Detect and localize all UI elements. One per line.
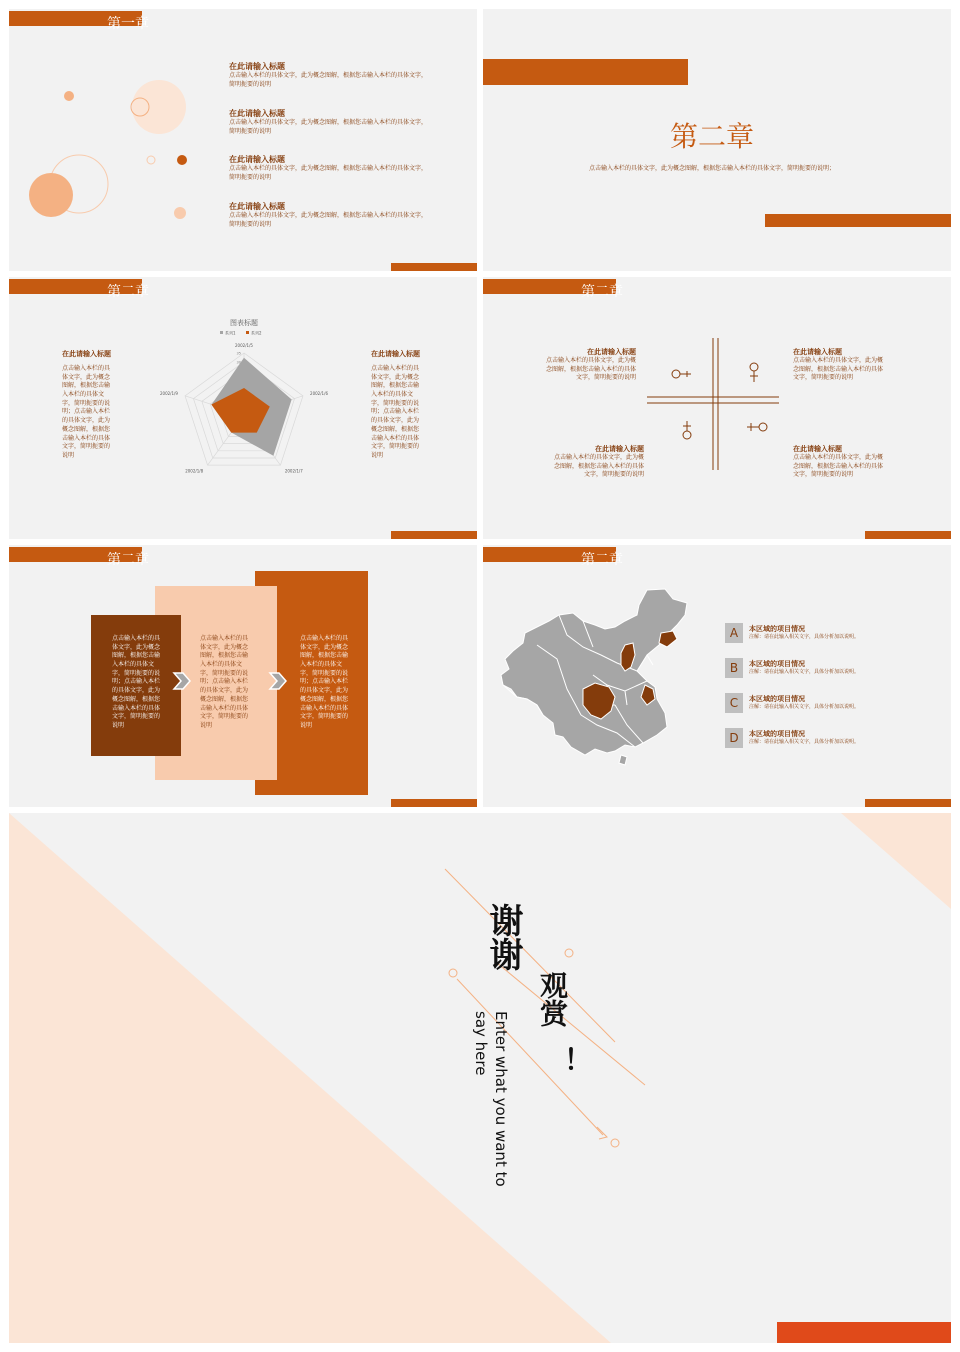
chapter-label: 第二章 bbox=[581, 284, 623, 300]
slide1-item-4 bbox=[229, 201, 429, 229]
legend-item-a bbox=[725, 623, 935, 647]
item-title: 在此请输入标题 bbox=[587, 347, 636, 356]
box-text-3: 点击输入本栏的具体文字，此为概念图解，根据您击输入本栏的具体文字，简明扼要的说明；点击输入本栏的具体文字，此为概念图解，根据您击输入本栏的具体文字，简明扼要的说明 bbox=[300, 635, 349, 729]
legend-item-b bbox=[725, 658, 935, 682]
box-text-2: 点击输入本栏的具体文字，此为概念图解，根据您击输入本栏的具体文字，简明扼要的说明；点击输入本栏的具体文字，此为概念图解，根据您击输入本栏的具体文字，简明扼要的说明 bbox=[200, 635, 249, 729]
chapter-label: 第二章 bbox=[107, 284, 149, 300]
watch-text: 观赏 bbox=[536, 971, 569, 1027]
letter-badge: A bbox=[725, 623, 743, 643]
slide1-item-3 bbox=[229, 154, 429, 182]
item-body: 点击输入本栏的具体文字，此为概念图解，根据您击输入本栏的具体文字，简明扼要的说明 bbox=[545, 357, 636, 382]
slide2-subtitle: 点击输入本栏的具体文字，此为概念图解，根据您击输入本栏的具体文字，简明扼要的说明； bbox=[588, 165, 835, 172]
item-title: 本区域的项目情况 bbox=[749, 659, 805, 668]
left-body: 点击输入本栏的具体文字，此为概念图解，根据您击输入本栏的具体文字，简明扼要的说明；点击输入本栏的具体文字，此为概念图解，根据您击输入本栏的具体文字，简明扼要的说明 bbox=[62, 365, 111, 459]
item-body: 点击输入本栏的具体文字，此为概念图解，根据您击输入本栏的具体文字，简明扼要的说明 bbox=[229, 119, 428, 135]
cross-lines bbox=[643, 335, 783, 475]
quad-item-1 bbox=[541, 347, 636, 383]
right-title: 在此请输入标题 bbox=[371, 349, 420, 358]
category-label: 2002/1/8 bbox=[185, 468, 204, 474]
category-label: 2002/1/9 bbox=[159, 391, 178, 397]
item-body: 点击输入本栏的具体文字，此为概念图解，根据您击输入本栏的具体文字，简明扼要的说明 bbox=[229, 72, 428, 88]
item-title: 在此请输入标题 bbox=[229, 108, 285, 118]
slide1-item-1 bbox=[229, 61, 429, 89]
thanks-text: 谢谢 bbox=[483, 903, 523, 971]
quad-item-2 bbox=[793, 347, 888, 383]
item-body: 点击输入本栏的具体文字，此为概念图解，根据您击输入本栏的具体文字，简明扼要的说明 bbox=[793, 357, 884, 382]
item-body: 点击输入本栏的具体文字，此为概念图解，根据您击输入本栏的具体文字，简明扼要的说明 bbox=[229, 165, 428, 181]
item-body: 点击输入本栏的具体文字，此为概念图解，根据您击输入本栏的具体文字，简明扼要的说明 bbox=[229, 212, 428, 228]
legend-swatch bbox=[220, 331, 223, 334]
legend-swatch bbox=[246, 331, 249, 334]
mercury-icon bbox=[680, 420, 694, 442]
footer-bar bbox=[391, 531, 477, 539]
slide-4[interactable] bbox=[483, 277, 951, 539]
item-title: 在此请输入标题 bbox=[229, 154, 285, 164]
legend-item-c bbox=[725, 693, 935, 717]
item-note: 注解：请在此输入相关文字，具体分析加以说明。 bbox=[749, 704, 860, 710]
right-text bbox=[371, 349, 423, 461]
radar-chart bbox=[149, 315, 339, 487]
slide2-title: 第二章 bbox=[669, 120, 754, 153]
quad-item-3 bbox=[549, 444, 644, 480]
slide-2[interactable] bbox=[483, 9, 951, 271]
right-body: 点击输入本栏的具体文字，此为概念图解，根据您击输入本栏的具体文字，简明扼要的说明；点击输入本栏的具体文字，此为概念图解，根据您击输入本栏的具体文字，简明扼要的说明 bbox=[371, 365, 420, 459]
item-title: 在此请输入标题 bbox=[595, 444, 644, 453]
decorative-circles bbox=[9, 9, 209, 271]
tick-label: 35 bbox=[236, 351, 241, 356]
item-note: 注解：请在此输入相关文字，具体分析加以说明。 bbox=[749, 739, 860, 745]
item-note: 注解：请在此输入相关文字，具体分析加以说明。 bbox=[749, 634, 860, 640]
slide-1[interactable] bbox=[9, 9, 477, 271]
left-text bbox=[62, 349, 114, 461]
item-title: 本区域的项目情况 bbox=[749, 694, 805, 703]
letter-badge: D bbox=[725, 728, 743, 748]
legend-label: 系列1 bbox=[225, 330, 236, 336]
chevron-right-icon bbox=[268, 671, 288, 695]
chart-title: 图表标题 bbox=[230, 319, 258, 327]
footer-bar bbox=[391, 263, 477, 271]
top-bar bbox=[483, 59, 688, 85]
category-label: 2002/1/7 bbox=[284, 468, 303, 474]
bottom-bar bbox=[765, 214, 951, 227]
venus-icon bbox=[746, 361, 762, 383]
item-title: 在此请输入标题 bbox=[793, 347, 842, 356]
china-map bbox=[497, 585, 707, 770]
item-body: 点击输入本栏的具体文字，此为概念图解，根据您击输入本栏的具体文字，简明扼要的说明 bbox=[793, 454, 884, 479]
slide-5[interactable] bbox=[9, 545, 477, 807]
legend-item-d bbox=[725, 728, 935, 752]
item-title: 本区域的项目情况 bbox=[749, 729, 805, 738]
left-title: 在此请输入标题 bbox=[62, 349, 111, 358]
tick-label: 30 bbox=[236, 360, 241, 365]
category-label: 2002/1/6 bbox=[310, 391, 329, 397]
legend-label: 系列2 bbox=[251, 330, 262, 336]
english-text: Enter what you want to say here bbox=[472, 1011, 510, 1187]
footer-bar bbox=[391, 799, 477, 807]
chapter-label: 第二章 bbox=[107, 552, 149, 568]
exclaim-text: ！ bbox=[546, 1047, 579, 1075]
slide1-item-2 bbox=[229, 108, 429, 136]
chapter-label: 第一章 bbox=[107, 16, 149, 32]
item-body: 点击输入本栏的具体文字，此为概念图解，根据您击输入本栏的具体文字，简明扼要的说明 bbox=[553, 454, 644, 479]
item-title: 本区域的项目情况 bbox=[749, 624, 805, 633]
item-note: 注解：请在此输入相关文字，具体分析加以说明。 bbox=[749, 669, 860, 675]
category-label: 2002/1/5 bbox=[235, 343, 253, 349]
male-female-icon bbox=[745, 419, 769, 433]
mars-icon bbox=[671, 366, 695, 382]
footer-bar bbox=[865, 531, 951, 539]
item-title: 在此请输入标题 bbox=[229, 201, 285, 211]
item-title: 在此请输入标题 bbox=[793, 444, 842, 453]
item-title: 在此请输入标题 bbox=[229, 61, 285, 71]
corner-bar bbox=[777, 1322, 951, 1343]
slide-7[interactable] bbox=[9, 813, 951, 1343]
chevron-right-icon bbox=[172, 671, 192, 695]
quad-item-4 bbox=[793, 444, 888, 480]
letter-badge: B bbox=[725, 658, 743, 678]
chapter-label: 第二章 bbox=[581, 552, 623, 568]
slide-3[interactable] bbox=[9, 277, 477, 539]
box-text-1: 点击输入本栏的具体文字，此为概念图解，根据您击输入本栏的具体文字，简明扼要的说明；点击输入本栏的具体文字，此为概念图解，根据您击输入本栏的具体文字，简明扼要的说明 bbox=[112, 635, 161, 729]
letter-badge: C bbox=[725, 693, 743, 713]
footer-bar bbox=[865, 799, 951, 807]
slide-6[interactable] bbox=[483, 545, 951, 807]
